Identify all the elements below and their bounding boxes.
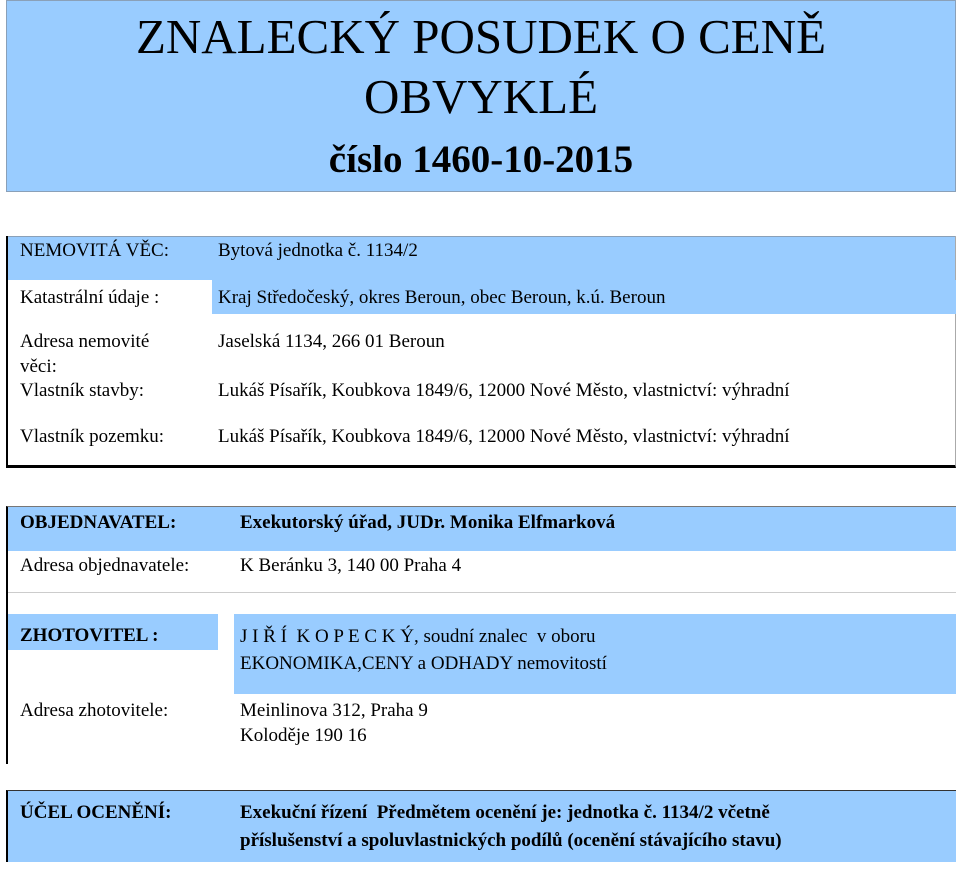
- address-label-2: věci:: [20, 356, 57, 377]
- land-owner-value: Lukáš Písařík, Koubkova 1849/6, 12000 Nové Město, vlastnictví: výhradní: [218, 426, 790, 447]
- title-box: [6, 0, 956, 192]
- contractor-value-line-2: EKONOMIKA,CENY a ODHADY nemovitostí: [240, 653, 607, 674]
- report-number: číslo 1460-10-2015: [328, 138, 634, 181]
- contractor-value-line-1: J I Ř Í K O P E C K Ý, soudní znalec v oboru: [240, 626, 596, 647]
- client-address-label: Adresa objednavatele:: [20, 555, 190, 576]
- building-owner-label: Vlastník stavby:: [20, 380, 145, 401]
- address-label-1: Adresa nemovité: [20, 331, 150, 352]
- cadastral-value: Kraj Středočeský, okres Beroun, obec Beroun, k.ú. Beroun: [218, 287, 666, 308]
- title-line-2: OBVYKLÉ: [363, 69, 599, 124]
- property-value: Bytová jednotka č. 1134/2: [218, 240, 418, 261]
- address-value: Jaselská 1134, 266 01 Beroun: [218, 331, 445, 352]
- contractor-section: [6, 592, 956, 764]
- purpose-label: ÚČEL OCENĚNÍ:: [20, 802, 172, 823]
- building-owner-value: Lukáš Písařík, Koubkova 1849/6, 12000 Nové Město, vlastnictví: výhradní: [218, 380, 790, 401]
- purpose-value-line-2: příslušenství a spoluvlastnických podílů (ocenění stávajícího stavu): [240, 830, 782, 851]
- client-value: Exekutorský úřad, JUDr. Monika Elfmarková: [240, 512, 616, 533]
- contractor-address-label: Adresa zhotovitele:: [20, 700, 169, 721]
- cadastral-label: Katastrální údaje :: [20, 287, 160, 308]
- property-label: NEMOVITÁ VĚC:: [20, 240, 170, 261]
- purpose-value-line-1: Exekuční řízení Předmětem ocenění je: jednotka č. 1134/2 včetně: [240, 802, 770, 823]
- contractor-label: ZHOTOVITEL :: [20, 625, 159, 646]
- title-line-1: ZNALECKÝ POSUDEK O CENĚ: [135, 9, 827, 64]
- land-owner-label: Vlastník pozemku:: [20, 426, 165, 447]
- contractor-address-line-2: Koloděje 190 16: [240, 725, 367, 746]
- client-address-value: K Beránku 3, 140 00 Praha 4: [240, 555, 462, 576]
- contractor-spacer: [8, 592, 956, 614]
- contractor-address-line-1: Meinlinova 312, Praha 9: [240, 700, 428, 721]
- client-label: OBJEDNAVATEL:: [20, 512, 177, 533]
